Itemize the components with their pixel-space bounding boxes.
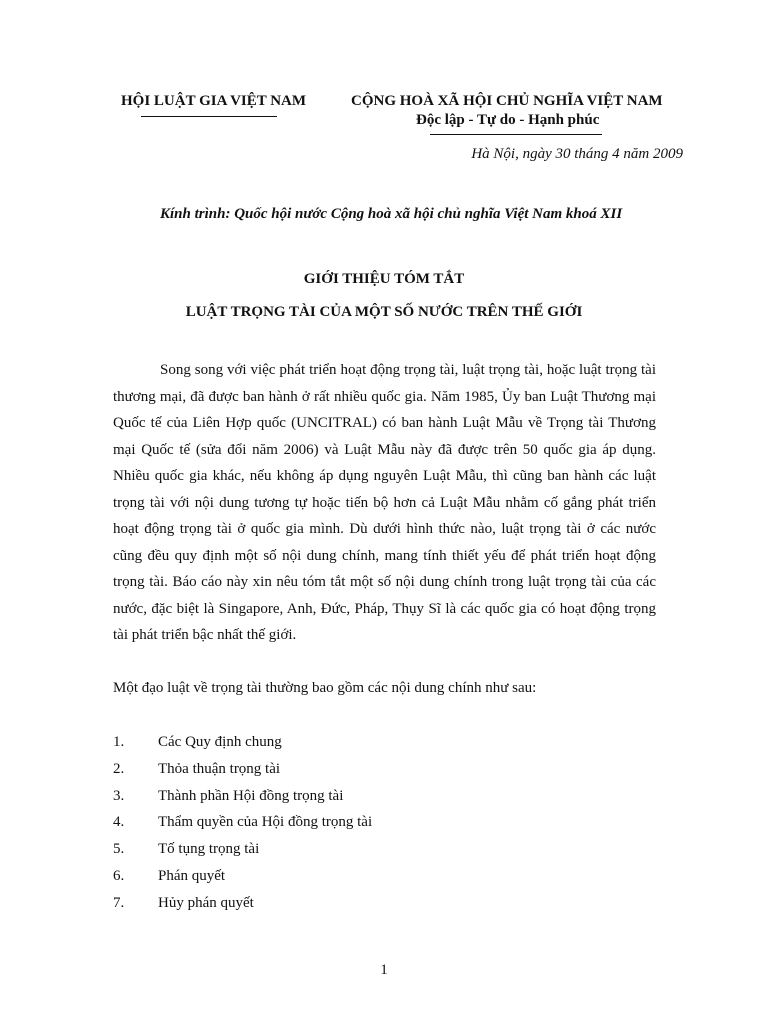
list-item — [113, 732, 372, 759]
document-title-line1: GIỚI THIỆU TÓM TẮT — [303, 271, 465, 287]
list-item — [113, 866, 372, 893]
document-title-line2: LUẬT TRỌNG TÀI CỦA MỘT SỐ NƯỚC TRÊN THẾ GIỚI — [185, 304, 583, 320]
list-item — [113, 786, 372, 813]
list-item-number: 3. — [113, 787, 125, 804]
list-item — [113, 839, 372, 866]
place-date: Hà Nội, ngày 30 tháng 4 năm 2009 — [471, 146, 683, 162]
addressee: Kính trình: Quốc hội nước Cộng hoà xã hội chủ nghĩa Việt Nam khoá XII — [160, 206, 623, 222]
list-item — [113, 812, 372, 839]
list-item — [113, 893, 372, 920]
list-item-number: 2. — [113, 760, 125, 777]
list-item-text: Tố tụng trọng tài — [158, 841, 260, 858]
list-item-number: 7. — [113, 894, 125, 911]
list-intro: Một đạo luật về trọng tài thường bao gồm các nội dung chính như sau: — [113, 680, 537, 696]
national-motto: Độc lập - Tự do - Hạnh phúc — [416, 112, 600, 128]
list-item-text: Phán quyết — [158, 867, 226, 884]
list-item-text: Thành phần Hội đồng trọng tài — [158, 787, 344, 804]
list-item-number: 5. — [113, 841, 125, 858]
list-item-text: Các Quy định chung — [158, 734, 282, 750]
list-item-text: Thẩm quyền của Hội đồng trọng tài — [158, 814, 373, 831]
list-item-number: 4. — [113, 814, 125, 831]
content-list — [113, 732, 372, 920]
list-item-text: Thỏa thuận trọng tài — [158, 760, 281, 777]
motto-underline — [430, 134, 602, 135]
page-number: 1 — [380, 962, 388, 978]
body-paragraph: Song song với việc phát triển hoạt động trọng tài, luật trọng tài, hoặc luật trọng tài thương mại, đã được ban hành ở rất nhiều quốc gia. Năm 1985, Ủy ban Luật Thương mại Quốc tế của Liên Hợp quốc (UNCITRAL) có ban hành Luật Mẫu về Trọng tài Thương mại Quốc tế (sửa đổi năm 2006) và Luật Mẫu này đã được trên 50 quốc gia áp dụng. Nhiều quốc gia khác, nếu không áp dụng nguyên Luật Mẫu, thì cũng ban hành các luật trọng tài với nội dung tương tự hoặc tiến bộ hơn cả Luật Mẫu nhằm cố gắng phát triển hoạt động trọng tài ở quốc gia mình. Dù dưới hình thức nào, luật trọng tài ở các nước cũng đều quy định một số nội dung chính, mang tính thiết yếu để phát triển hoạt động trọng tài. Báo cáo này xin nêu tóm tắt một số nội dung chính trong luật trọng tài của các nước, đặc biệt là Singapore, Anh, Đức, Pháp, Thụy Sĩ là các quốc gia có hoạt động trọng tài phát triển bậc nhất thế giới. — [113, 362, 656, 643]
list-item-number: 6. — [113, 867, 125, 884]
organization-name: HỘI LUẬT GIA VIỆT NAM — [121, 93, 307, 109]
list-item — [113, 759, 372, 786]
country-name: CỘNG HOÀ XÃ HỘI CHỦ NGHĨA VIỆT NAM — [351, 93, 663, 109]
list-item-number: 1. — [113, 734, 125, 750]
organization-underline — [141, 116, 277, 117]
list-item-text: Hủy phán quyết — [158, 894, 254, 911]
